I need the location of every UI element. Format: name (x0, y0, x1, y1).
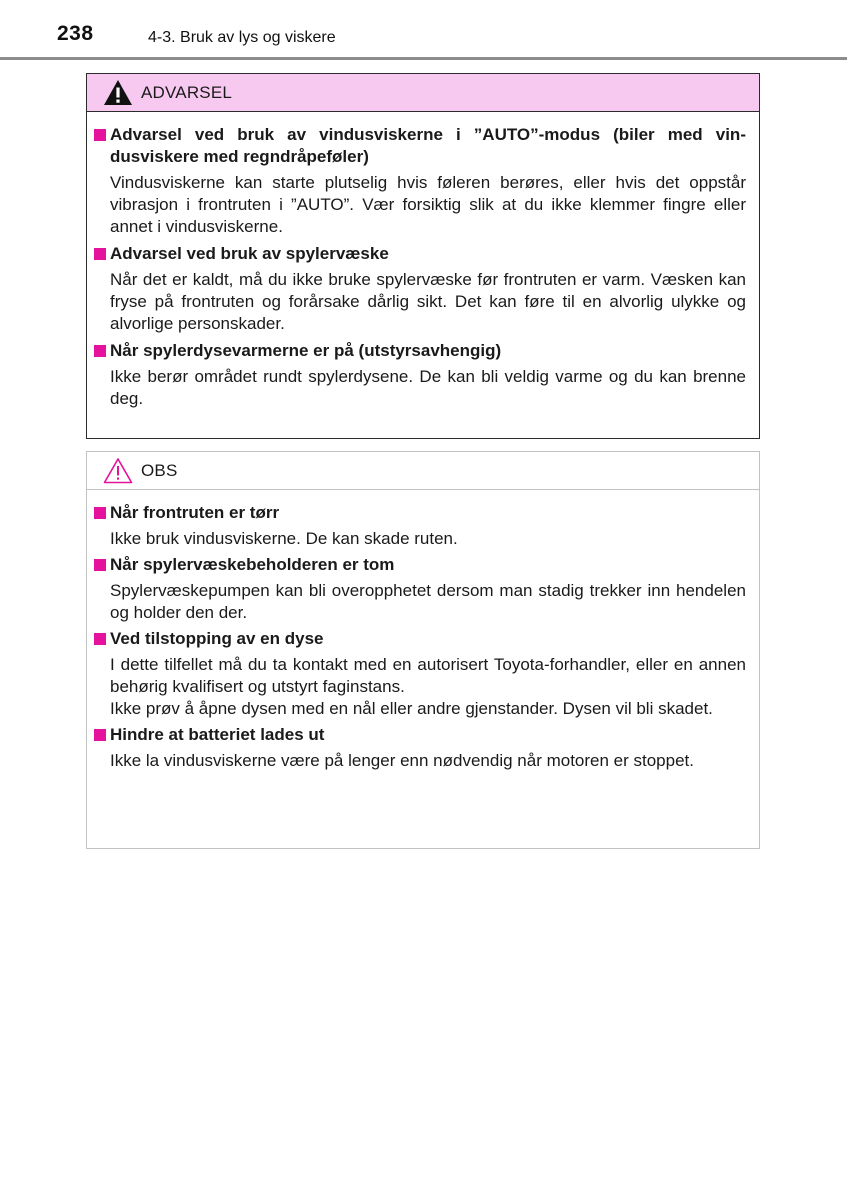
caution-item-paragraph: Ikke prøv å åpne dysen med en nål eller andre gjenstander. Dysen vil bli skadet. (110, 699, 713, 718)
caution-item (94, 502, 746, 550)
warning-item (94, 243, 746, 335)
warning-item-text (94, 366, 746, 410)
caution-item-text (94, 750, 746, 772)
caution-item-text (94, 580, 746, 624)
caution-item-heading-text: Hindre at batteriet lades ut (110, 725, 325, 744)
section-title: 4-3. Bruk av lys og viskere (148, 29, 336, 46)
warning-item-heading (94, 243, 746, 265)
caution-box (86, 451, 760, 849)
caution-item (94, 554, 746, 624)
warning-item-text (94, 269, 746, 335)
caution-body (87, 490, 759, 772)
warning-item-text (94, 172, 746, 238)
square-bullet-icon (94, 507, 106, 519)
warning-item-heading-text: Advarsel ved bruk av spylervæske (110, 244, 389, 263)
warning-item-paragraph: Vindusviskerne kan starte plutselig hvis føleren berøres, eller hvis det oppstår vibrasjon i frontruten i ”AUTO”. Vær forsiktig slik at du ikke klemmer fingre eller annet i vindusviskerne. (110, 173, 746, 236)
warning-item-paragraph: Ikke berør området rundt spylerdysene. De kan bli veldig varme og du kan brenne deg. (110, 367, 746, 408)
warning-item-paragraph: Når det er kaldt, må du ikke bruke spylervæske før frontruten er varm. Væsken kan fryse på frontruten og forårsake dårlig sikt. Det kan føre til en alvorlig ulykke og alvorlige personskader. (110, 270, 746, 333)
square-bullet-icon (94, 345, 106, 357)
square-bullet-icon (94, 729, 106, 741)
caution-item-paragraph: Ikke bruk vindusviskerne. De kan skade ruten. (110, 529, 458, 548)
caution-item-heading-text: Når spylervæskebeholderen er tom (110, 555, 395, 574)
warning-item-heading (94, 124, 746, 168)
caution-item-text (94, 654, 746, 720)
square-bullet-icon (94, 129, 106, 141)
warning-item-heading-text: Advarsel ved bruk av vindusviskerne i ”AUTO”-modus (biler med vindusviskere med regndråpeføler) (110, 125, 746, 166)
caution-item-heading-text: Når frontruten er tørr (110, 503, 280, 522)
caution-item-heading-text: Ved tilstopping av en dyse (110, 629, 324, 648)
caution-item (94, 724, 746, 772)
warning-item (94, 340, 746, 410)
caution-box-header (87, 452, 759, 490)
caution-item-heading (94, 724, 746, 746)
caution-item-paragraph: I dette tilfellet må du ta kontakt med en autorisert Toyota-forhandler, eller en annen behørig kvalifisert og utstyrt faginstans. (110, 655, 746, 696)
warning-label: ADVARSEL (141, 83, 233, 102)
caution-item-heading (94, 554, 746, 576)
warning-triangle-icon (103, 79, 133, 106)
caution-item-text (94, 528, 746, 550)
warning-item-heading (94, 340, 746, 362)
warning-box-header (87, 74, 759, 112)
warning-item-heading-text: Når spylerdysevarmerne er på (utstyrsavhengig) (110, 341, 502, 360)
caution-item-paragraph: Ikke la vindusviskerne være på lenger enn nødvendig når motoren er stoppet. (110, 751, 694, 770)
caution-item-heading (94, 628, 746, 650)
caution-label: OBS (141, 461, 178, 480)
header-rule (0, 57, 847, 60)
caution-item-paragraph: Spylervæskepumpen kan bli overopphetet dersom man stadig trekker inn hendelen og holder den der. (110, 581, 746, 622)
warning-body (87, 112, 759, 410)
page-number: 238 (57, 22, 94, 45)
caution-item (94, 628, 746, 720)
square-bullet-icon (94, 559, 106, 571)
caution-triangle-icon (103, 457, 133, 484)
caution-item-heading (94, 502, 746, 524)
square-bullet-icon (94, 633, 106, 645)
warning-item (94, 124, 746, 238)
warning-box (86, 73, 760, 439)
square-bullet-icon (94, 248, 106, 260)
